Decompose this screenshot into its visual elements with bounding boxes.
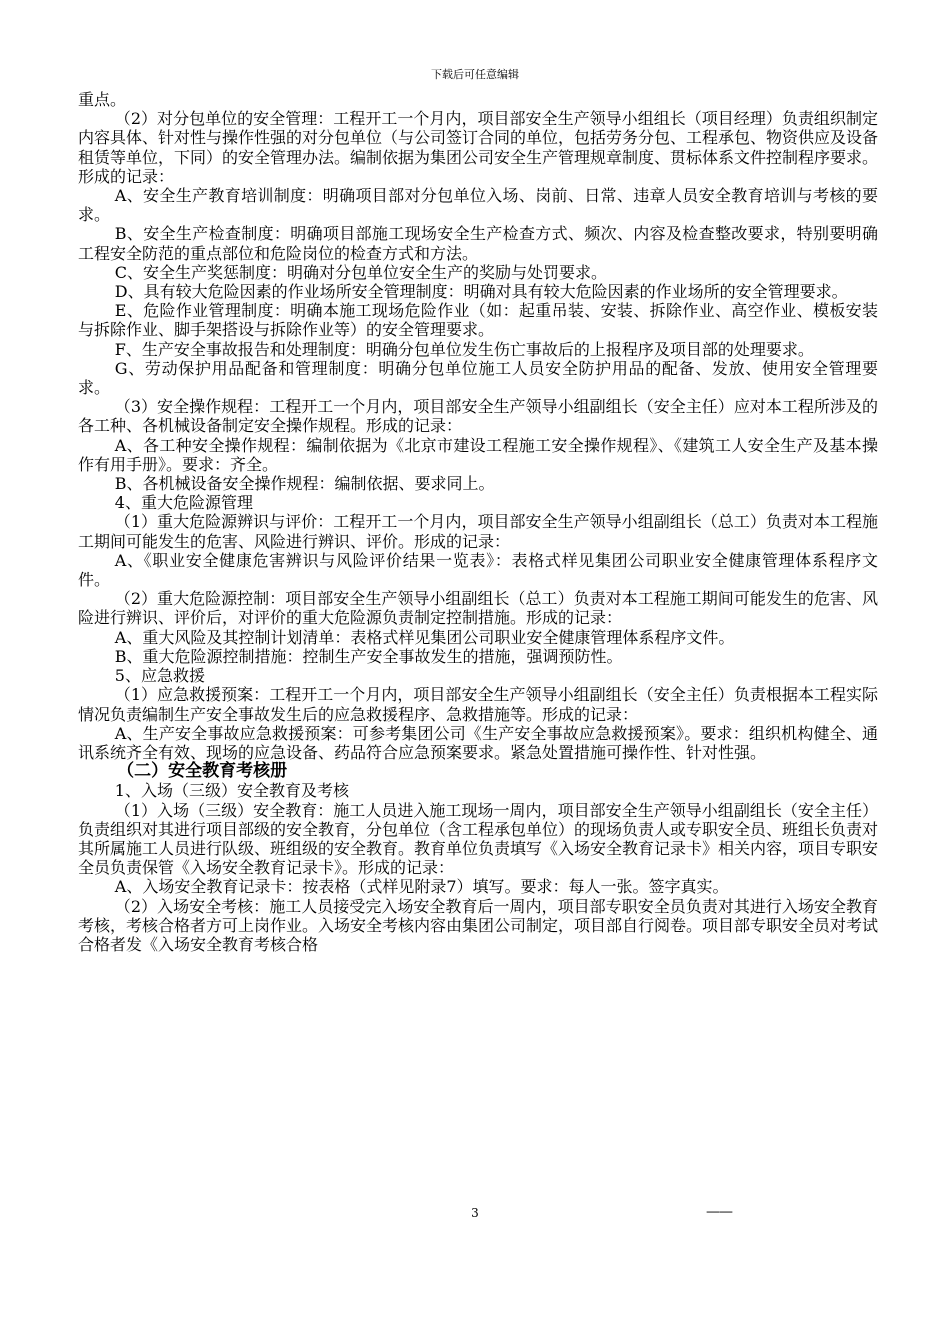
paragraph: （1）重大危险源辨识与评价：工程开工一个月内，项目部安全生产领导小组副组长（总工）负责对本工程施工期间可能发生的危害、风险进行辨识、评价。形成的记录：	[78, 512, 878, 551]
paragraph: C、安全生产奖惩制度：明确对分包单位安全生产的奖励与处罚要求。	[114, 262, 608, 282]
paragraph: B、重大危险源控制措施：控制生产安全事故发生的措施，强调预防性。	[114, 646, 623, 666]
paragraph: B、安全生产检查制度：明确项目部施工现场安全生产检查方式、频次、内容及检查整改要求，特别要明确工程安全防范的重点部位和危险岗位的检查方式和方法。	[78, 224, 878, 263]
paragraph: （2）入场安全考核：施工人员接受完入场安全教育后一周内，项目部专职安全员负责对其进行入场安全教育考核，考核合格者方可上岗作业。入场安全考核内容由集团公司制定，项目部自行阅卷。项目部专职安全员对考试合格者发《入场安全教育考核合格	[78, 896, 879, 954]
paragraph: 1、入场（三级）安全教育及考核	[114, 781, 349, 801]
paragraph: （2）对分包单位的安全管理：工程开工一个月内，项目部安全生产领导小组组长（项目经理）负责组织制定内容具体、针对性与操作性强的对分包单位（与公司签订合同的单位，包括劳务分包、工程承包、物资供应及设备租赁等单位，下同）的安全管理办法。编制依据为集团公司安全生产管理规章制度、贯标体系文件控制程序要求。形成的记录：	[78, 109, 879, 186]
paragraph: 重点。	[78, 90, 127, 109]
paragraph: A、《职业安全健康危害辨识与风险评价结果一览表》：表格式样见集团公司职业安全健康管理体系程序文件。	[78, 550, 878, 590]
paragraph: （2）重大危险源控制：项目部安全生产领导小组副组长（总工）负责对本工程施工期间可能发生的危害、风险进行辨识、评价后，对评价的重大危险源负责制定控制措施。形成的记录：	[78, 589, 878, 628]
paragraph: B、各机械设备安全操作规程：编制依据、要求同上。	[114, 474, 495, 494]
page-header: 下载后可任意编辑	[431, 68, 519, 81]
paragraph: E、危险作业管理制度：明确本施工现场危险作业（如：起重吊装、安装、拆除作业、高空作业、模板安装与拆除作业、脚手架搭设与拆除作业等）的安全管理要求。	[78, 301, 878, 340]
section-heading: （二）安全教育考核册	[117, 761, 288, 782]
paragraph: 5、应急救援	[114, 666, 205, 686]
paragraph: A、生产安全事故应急救援预案：可参考集团公司《生产安全事故应急救援预案》。要求：组织机构健全、通讯系统齐全有效、现场的应急设备、药品符合应急预案要求。紧急处置措施可操作性、针对性强。	[78, 723, 878, 762]
paragraph: D、具有较大危险因素的作业场所安全管理制度：明确对具有较大危险因素的作业场所的安全管理要求。	[114, 282, 848, 302]
footer-dash: ——	[706, 1204, 732, 1220]
paragraph: （1）应急救援预案：工程开工一个月内，项目部安全生产领导小组副组长（安全主任）负责根据本工程实际情况负责编制生产安全事故发生后的应急救援程序、急救措施等。形成的记录：	[78, 685, 878, 724]
paragraph: （1）入场（三级）安全教育：施工人员进入施工现场一周内，项目部安全生产领导小组副组长（安全主任）负责组织对其进行项目部级的安全教育，分包单位（含工程承包单位）的现场负责人或专职安全员、班组长负责对其所属施工人员进行队级、班组级的安全教育。教育单位负责填写《入场安全教育记录卡》相关内容，项目专职安全员负责保管《入场安全教育记录卡》。形成的记录：	[78, 800, 879, 878]
paragraph: A、安全生产教育培训制度：明确项目部对分包单位入场、岗前、日常、违章人员安全教育培训与考核的要求。	[78, 186, 878, 225]
paragraph: 4、重大危险源管理	[114, 493, 253, 513]
document-body	[78, 90, 878, 954]
paragraph: A、各工种安全操作规程：编制依据为《北京市建设工程施工安全操作规程》、《建筑工人安全生产及基本操作有用手册》。要求：齐全。	[78, 435, 878, 474]
paragraph: A、入场安全教育记录卡：按表格（式样见附录7）填写。要求：每人一张。签字真实。	[114, 877, 729, 897]
paragraph: F、生产安全事故报告和处理制度：明确分包单位发生伤亡事故后的上报程序及项目部的处理要求。	[114, 339, 814, 359]
paragraph: A、重大风险及其控制计划清单：表格式样见集团公司职业安全健康管理体系程序文件。	[114, 627, 735, 647]
page-number: 3	[471, 1206, 479, 1220]
paragraph: G、劳动保护用品配备和管理制度：明确分包单位施工人员安全防护用品的配备、发放、使用安全管理要求。	[78, 358, 878, 398]
paragraph: （3）安全操作规程：工程开工一个月内，项目部安全生产领导小组副组长（安全主任）应对本工程所涉及的各工种、各机械设备制定安全操作规程。形成的记录：	[78, 397, 878, 436]
